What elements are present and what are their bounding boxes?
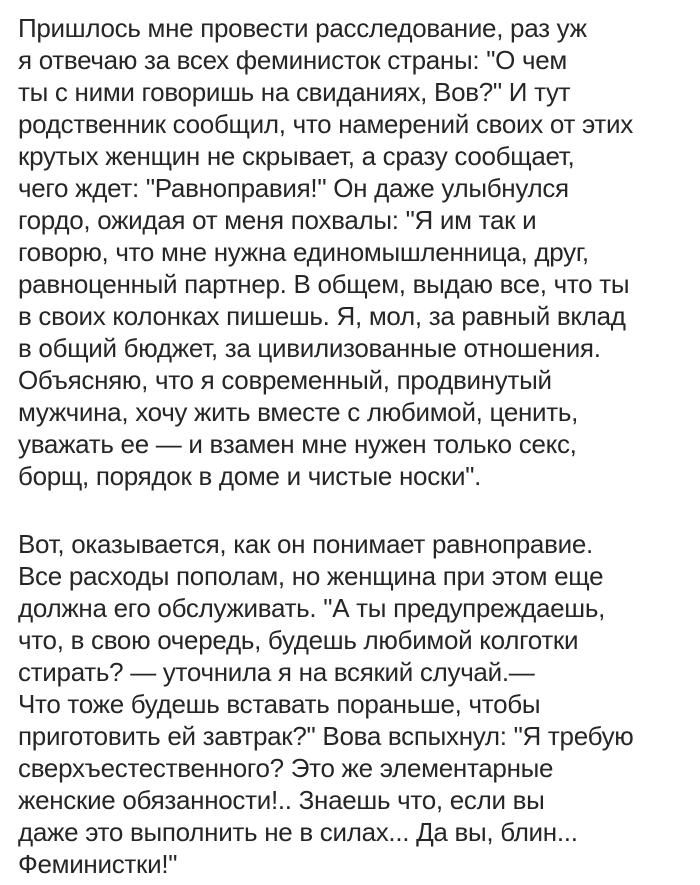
- text-line: Что тоже будешь вставать пораньше, чтобы: [18, 689, 541, 719]
- text-line: даже это выполнить не в силах... Да вы, блин...: [18, 817, 578, 847]
- text-line: Объясняю, что я современный, продвинутый: [18, 365, 552, 395]
- text-line: должна его обслуживать. "А ты предупреждаешь,: [18, 593, 606, 623]
- text-line: в своих колонках пишешь. Я, мол, за равный вклад: [18, 301, 626, 331]
- text-line: чего ждет: "Равноправия!" Он даже улыбнулся: [18, 173, 569, 203]
- text-line: ты с ними говоришь на свиданиях, Вов?" И тут: [18, 77, 571, 107]
- text-line: я отвечаю за всех феминисток страны: "О чем: [18, 45, 567, 75]
- text-line: крутых женщин не скрывает, а сразу сообщает,: [18, 141, 575, 171]
- text-line: сверхъестественного? Это же элементарные: [18, 753, 554, 783]
- text-line: мужчина, хочу жить вместе с любимой, ценить,: [18, 397, 579, 427]
- text-line: стирать? — уточнила я на всякий случай.—: [18, 657, 535, 687]
- text-line: родственник сообщил, что намерений своих от этих: [18, 109, 633, 139]
- text-line: уважать ее — и взамен мне нужен только секс,: [18, 429, 577, 459]
- text-line: гордо, ожидая от меня похвалы: "Я им так и: [18, 205, 537, 235]
- text-line: приготовить ей завтрак?" Вова вспыхнул: "Я требую: [18, 721, 634, 751]
- paragraph-1: [18, 12, 688, 492]
- paragraph-gap: [18, 492, 688, 528]
- text-line: Феминистки!": [18, 849, 178, 879]
- text-line: Все расходы пополам, но женщина при этом еще: [18, 561, 604, 591]
- text-line: что, в свою очередь, будешь любимой колготки: [18, 625, 579, 655]
- text-line: Вот, оказывается, как он понимает равноправие.: [18, 529, 593, 559]
- text-line: Пришлось мне провести расследование, раз уж: [18, 13, 587, 43]
- text-line: в общий бюджет, за цивилизованные отношения.: [18, 333, 601, 363]
- text-line: равноценный партнер. В общем, выдаю все, что ты: [18, 269, 630, 299]
- text-line: борщ, порядок в доме и чистые носки".: [18, 461, 482, 491]
- paragraph-2: [18, 528, 688, 880]
- text-line: женские обязанности!.. Знаешь что, если вы: [18, 785, 545, 815]
- text-line: говорю, что мне нужна единомышленница, друг,: [18, 237, 589, 267]
